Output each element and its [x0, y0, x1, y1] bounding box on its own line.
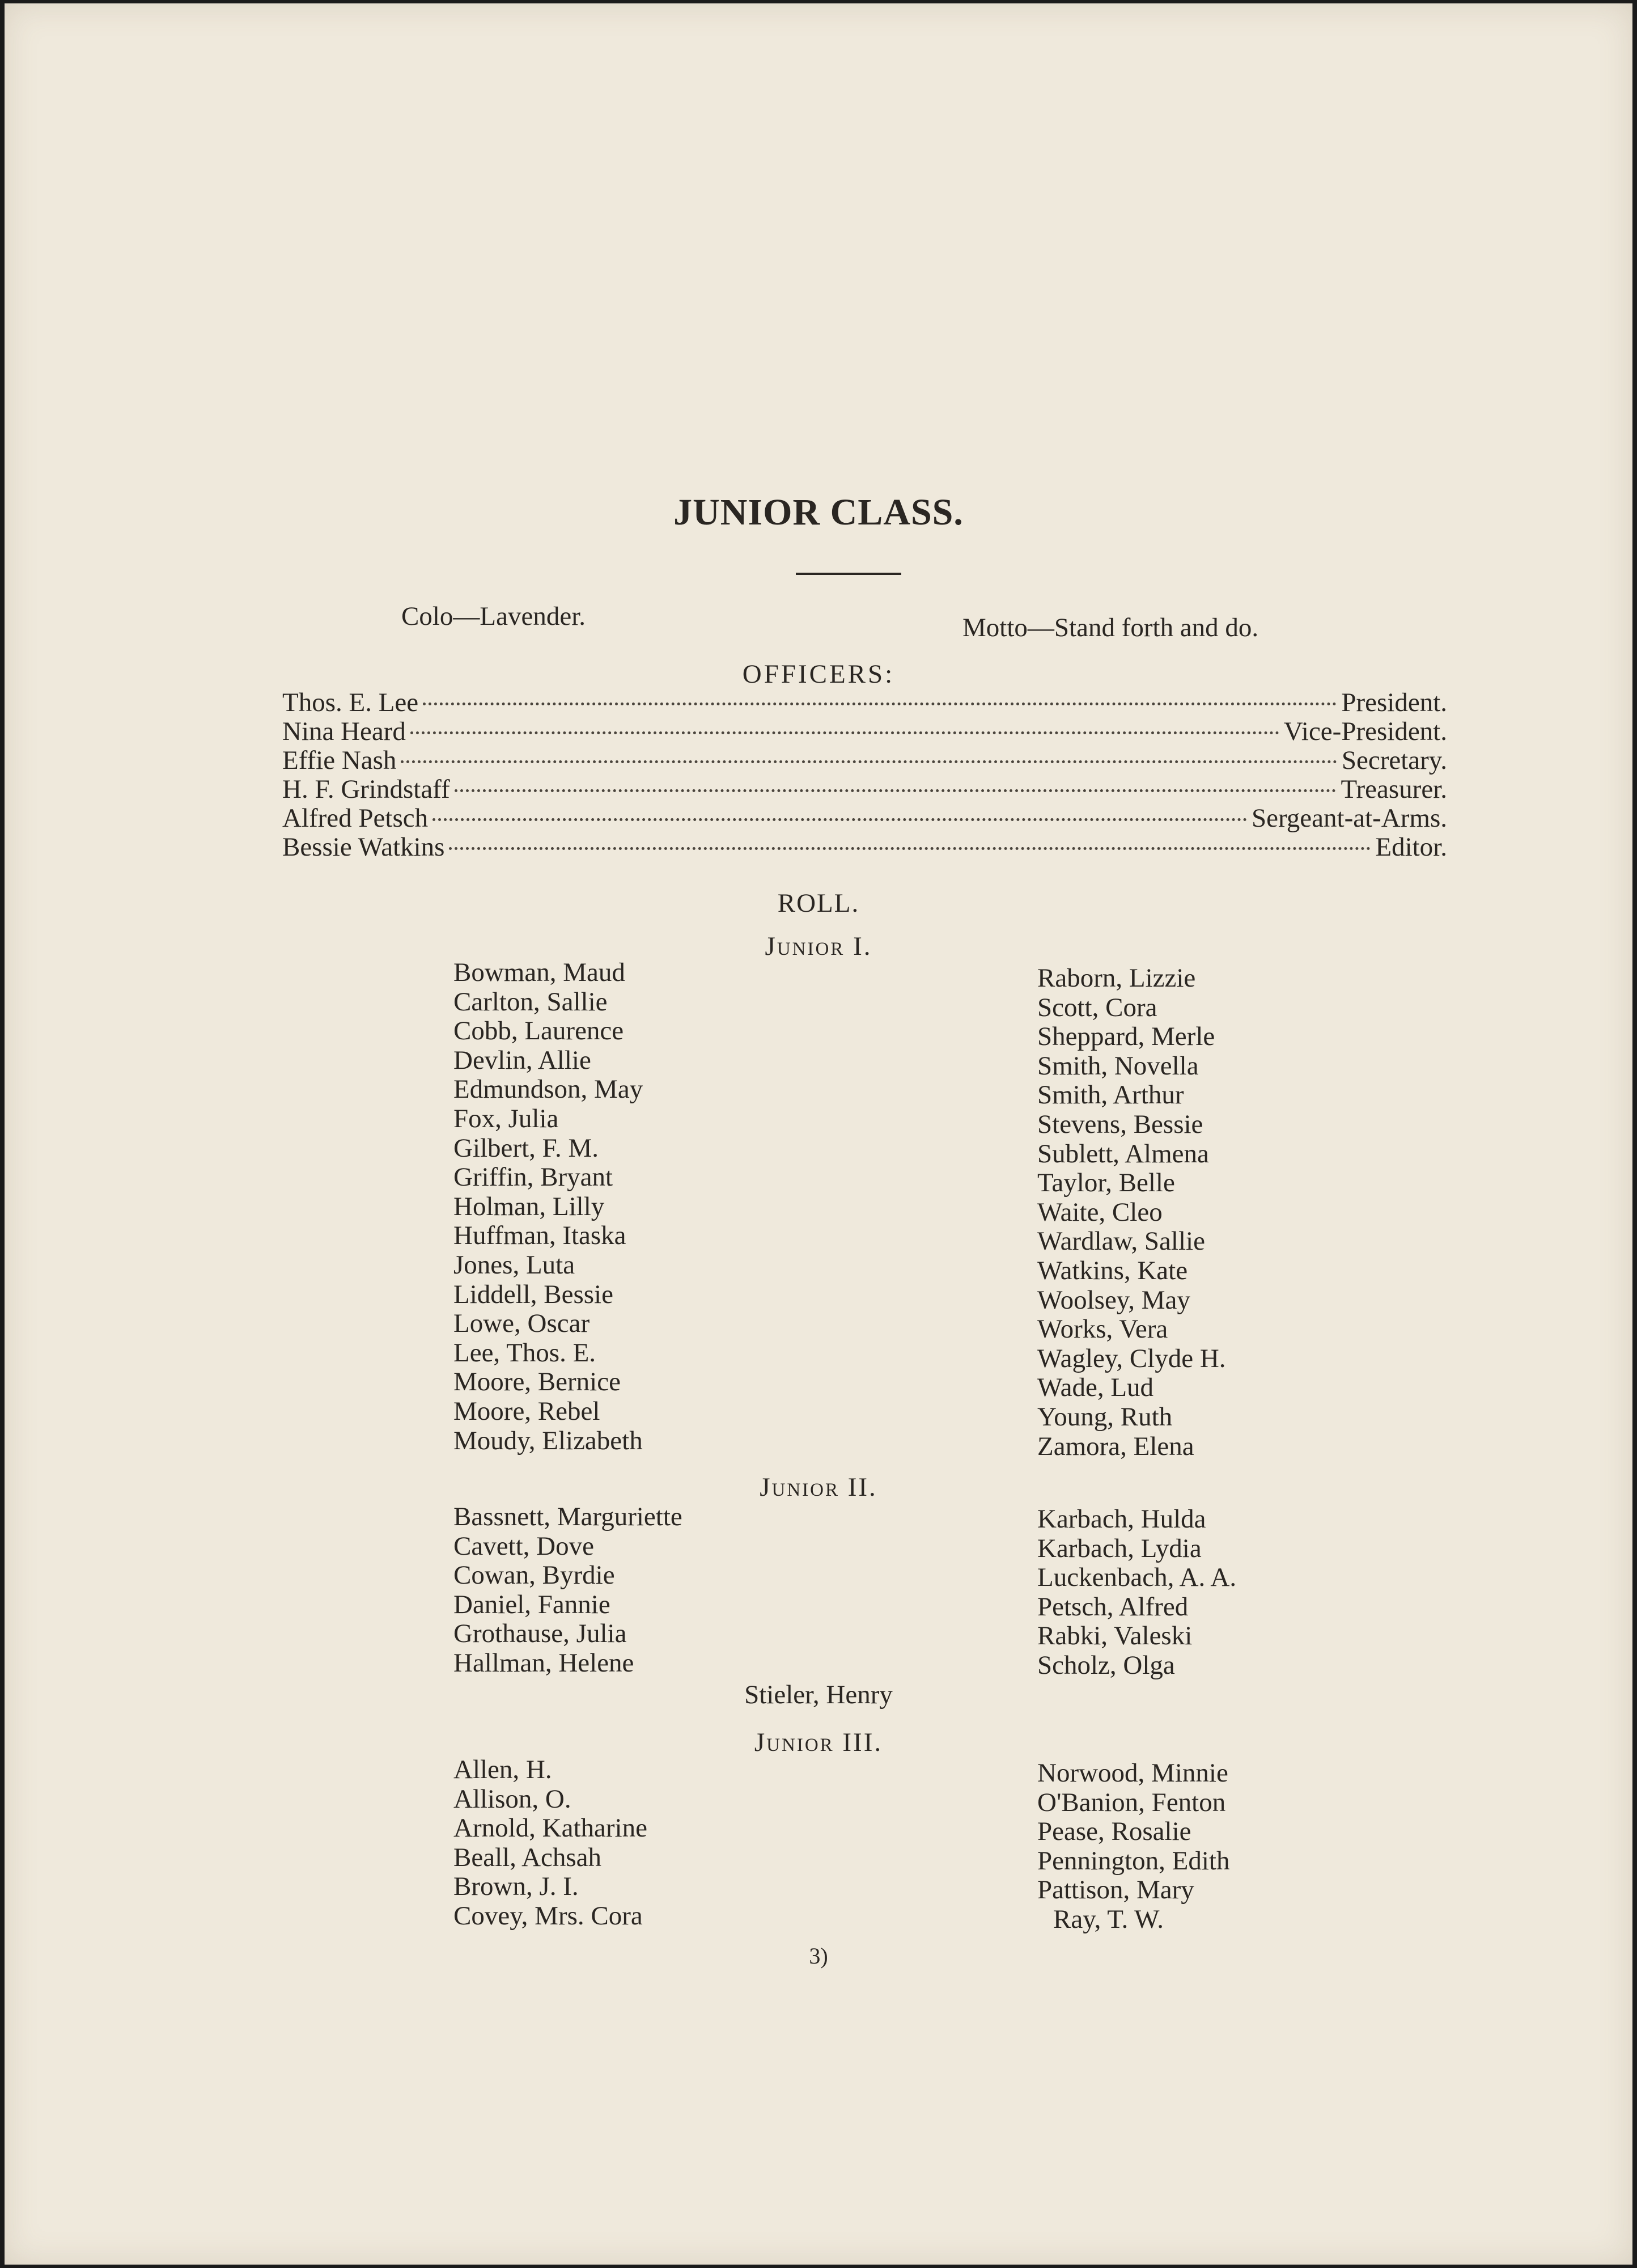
junior-3-left-column [453, 1754, 647, 1930]
officer-row [282, 716, 1447, 745]
student-name: Scott, Cora [1037, 992, 1157, 1022]
officer-title: Treasurer. [1341, 775, 1447, 804]
officer-row [282, 832, 1447, 861]
junior-3-right-column [1037, 1758, 1229, 1933]
student-name: Wardlaw, Sallie [1037, 1226, 1205, 1256]
leader-dots [423, 703, 1337, 705]
officer-title: Sergeant-at-Arms. [1252, 803, 1447, 833]
student-name: Gilbert, F. M. [453, 1133, 599, 1163]
student-name: Beall, Achsah [453, 1842, 602, 1872]
student-name: Cavett, Dove [453, 1531, 594, 1561]
officer-name: H. F. Grindstaff [282, 775, 450, 804]
document-page [5, 3, 1632, 2265]
leader-dots [401, 760, 1337, 763]
student-name: Young, Ruth [1037, 1402, 1173, 1432]
student-name: Karbach, Hulda [1037, 1504, 1206, 1534]
student-name: Cobb, Laurence [453, 1016, 624, 1046]
student-name: Ray, T. W. [1053, 1904, 1164, 1934]
junior-2-left-column [453, 1501, 682, 1677]
student-name: Wagley, Clyde H. [1037, 1343, 1226, 1373]
officer-name: Bessie Watkins [282, 832, 445, 862]
officer-name: Thos. E. Lee [282, 688, 419, 717]
officer-title: Editor. [1375, 832, 1447, 862]
student-name: Sublett, Almena [1037, 1139, 1209, 1169]
officer-name: Alfred Petsch [282, 803, 429, 833]
junior-1-left-column [453, 957, 643, 1454]
student-name: Carlton, Sallie [453, 987, 608, 1017]
student-name: Watkins, Kate [1037, 1255, 1188, 1285]
leader-dots [432, 818, 1247, 821]
student-name: Lowe, Oscar [453, 1309, 590, 1339]
officer-row [282, 745, 1447, 774]
student-name: Smith, Novella [1037, 1051, 1199, 1081]
junior-2-right-column [1037, 1504, 1236, 1679]
student-name: Moudy, Elizabeth [453, 1425, 643, 1455]
student-name: Smith, Arthur [1037, 1080, 1184, 1110]
page-title: JUNIOR CLASS. [673, 492, 964, 533]
officer-row [282, 687, 1447, 716]
student-name: Wade, Lud [1037, 1373, 1154, 1403]
student-name: Petsch, Alfred [1037, 1592, 1189, 1622]
student-name: Devlin, Allie [453, 1045, 591, 1075]
class-motto: Motto—Stand forth and do. [962, 613, 1259, 642]
student-name: Rabki, Valeski [1037, 1621, 1193, 1651]
student-name: Arnold, Katharine [453, 1813, 647, 1843]
student-name: Scholz, Olga [1037, 1650, 1175, 1680]
student-name: O'Banion, Fenton [1037, 1787, 1226, 1817]
junior-3-heading: Junior III. [754, 1728, 883, 1757]
officer-row [282, 803, 1447, 832]
student-name: Holman, Lilly [453, 1191, 605, 1221]
junior-2-center-name: Stieler, Henry [744, 1680, 893, 1710]
student-name: Daniel, Fannie [453, 1589, 610, 1619]
student-name: Griffin, Bryant [453, 1162, 613, 1192]
student-name: Cowan, Byrdie [453, 1560, 615, 1590]
officer-row [282, 774, 1447, 803]
officer-title: President. [1341, 688, 1447, 717]
student-name: Pease, Rosalie [1037, 1817, 1191, 1847]
student-name: Norwood, Minnie [1037, 1758, 1228, 1788]
student-name: Bassnett, Marguriette [453, 1502, 682, 1531]
student-name: Works, Vera [1037, 1314, 1168, 1344]
leader-dots [449, 847, 1371, 850]
page-number: 3) [809, 1943, 828, 1969]
student-name: Lee, Thos. E. [453, 1338, 596, 1368]
student-name: Grothause, Julia [453, 1619, 627, 1649]
student-name: Moore, Rebel [453, 1396, 600, 1426]
student-name: Covey, Mrs. Cora [453, 1901, 643, 1931]
student-name: Taylor, Belle [1037, 1168, 1175, 1198]
roll-heading: ROLL. [777, 888, 860, 918]
student-name: Zamora, Elena [1037, 1431, 1194, 1461]
officers-list [282, 687, 1447, 861]
student-name: Bowman, Maud [453, 958, 625, 987]
student-name: Fox, Julia [453, 1103, 559, 1133]
junior-2-heading: Junior II. [760, 1472, 877, 1502]
student-name: Raborn, Lizzie [1037, 963, 1196, 993]
student-name: Woolsey, May [1037, 1285, 1190, 1315]
officer-title: Secretary. [1341, 746, 1447, 775]
student-name: Liddell, Bessie [453, 1279, 613, 1309]
student-name: Allen, H. [453, 1755, 552, 1784]
leader-dots [410, 731, 1279, 734]
officer-name: Nina Heard [282, 717, 406, 746]
student-name: Stevens, Bessie [1037, 1109, 1203, 1139]
class-colors: Colo—Lavender. [401, 602, 586, 631]
officer-title: Vice-President. [1283, 717, 1447, 746]
student-name: Moore, Bernice [453, 1367, 621, 1397]
student-name: Brown, J. I. [453, 1872, 579, 1902]
student-name: Huffman, Itaska [453, 1221, 626, 1251]
leader-dots [455, 789, 1337, 792]
student-name: Pattison, Mary [1037, 1875, 1194, 1905]
student-name: Allison, O. [453, 1784, 571, 1814]
student-name: Hallman, Helene [453, 1648, 634, 1678]
junior-1-heading: Junior I. [765, 932, 872, 961]
title-rule [796, 573, 901, 575]
student-name: Edmundson, May [453, 1074, 643, 1105]
student-name: Pennington, Edith [1037, 1846, 1230, 1876]
student-name: Waite, Cleo [1037, 1197, 1163, 1227]
officer-name: Effie Nash [282, 746, 397, 775]
student-name: Luckenbach, A. A. [1037, 1563, 1237, 1593]
student-name: Jones, Luta [453, 1250, 575, 1280]
student-name: Karbach, Lydia [1037, 1533, 1202, 1563]
junior-1-right-column [1037, 963, 1226, 1460]
student-name: Sheppard, Merle [1037, 1022, 1215, 1052]
officers-heading: OFFICERS: [742, 659, 895, 689]
